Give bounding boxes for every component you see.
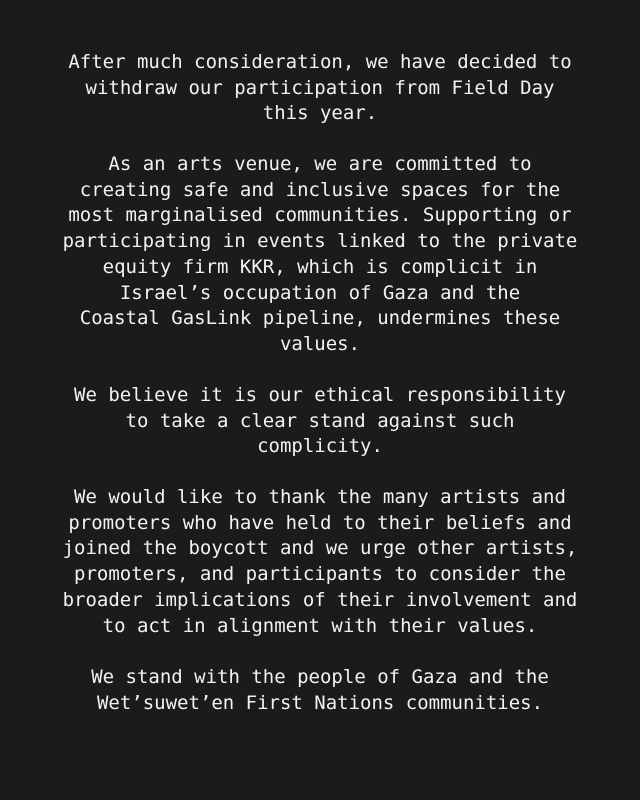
statement-line: After much consideration, we have decided to bbox=[68, 51, 572, 73]
statement-line: creating safe and inclusive spaces for the bbox=[79, 178, 561, 201]
statement-line: values. bbox=[279, 332, 361, 355]
statement-line: Israel’s occupation of Gaza and the bbox=[119, 281, 521, 304]
statement-line: to act in alignment with their values. bbox=[102, 614, 538, 637]
statement-line: promoters, and participants to consider the bbox=[74, 563, 566, 586]
statement-paragraph-commitment bbox=[0, 152, 640, 358]
statement-paragraph-responsibility bbox=[0, 383, 640, 460]
statement-line: Coastal GasLink pipeline, undermines these bbox=[79, 307, 561, 330]
statement-line: promoters who have held to their beliefs and bbox=[68, 511, 572, 534]
statement-line: broader implications of their involvement and bbox=[62, 588, 578, 611]
statement-paragraph-thanks bbox=[0, 485, 640, 639]
statement-paragraph-solidarity bbox=[0, 665, 640, 716]
statement-line: As an arts venue, we are committed to bbox=[108, 153, 532, 175]
statement-line: to take a clear stand against such bbox=[125, 409, 515, 432]
statement-line: equity firm KKR, which is complicit in bbox=[102, 255, 538, 278]
statement-line: withdraw our participation from Field Day bbox=[85, 76, 555, 99]
statement-line: joined the boycott and we urge other artists, bbox=[62, 537, 578, 560]
statement-paragraph-withdrawal bbox=[0, 50, 640, 127]
statement-line: We stand with the people of Gaza and the bbox=[91, 666, 549, 688]
statement-line: most marginalised communities. Supporting or bbox=[68, 204, 572, 227]
statement-line: Wet’suwet’en First Nations communities. bbox=[96, 691, 544, 714]
statement-line: complicity. bbox=[257, 435, 383, 458]
statement-line: participating in events linked to the private bbox=[62, 230, 578, 253]
statement-line: We believe it is our ethical responsibility bbox=[74, 384, 566, 406]
statement-line: We would like to thank the many artists and bbox=[74, 486, 566, 508]
statement-line: this year. bbox=[262, 102, 378, 125]
